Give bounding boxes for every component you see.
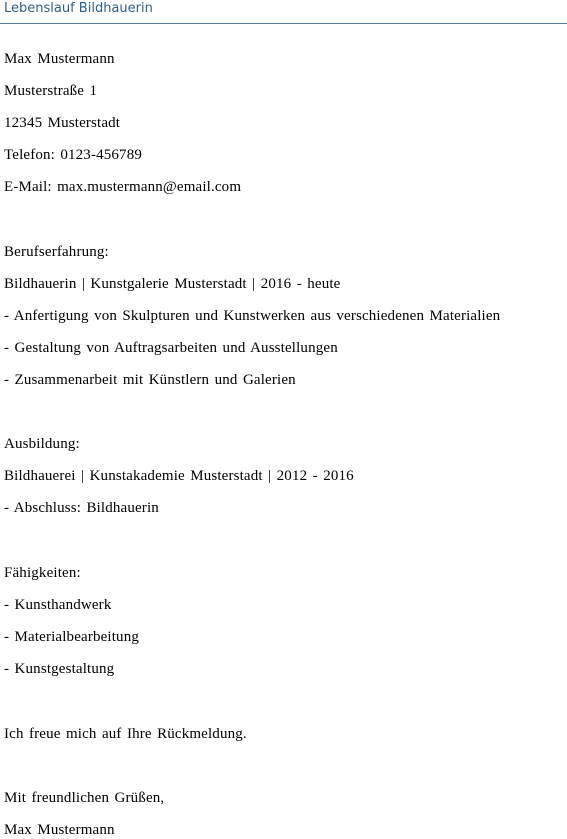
- experience-item: - Gestaltung von Auftragsarbeiten und Ausstellungen: [4, 340, 338, 356]
- education-item: - Abschluss: Bildhauerin: [4, 500, 159, 516]
- document-header: [0, 0, 567, 24]
- closing-greeting: Mit freundlichen Grüßen,: [4, 790, 165, 806]
- education-heading: Ausbildung:: [4, 436, 80, 452]
- contact-city: 12345 Musterstadt: [4, 115, 121, 131]
- skills-item: - Kunsthandwerk: [4, 597, 112, 613]
- contact-street: Musterstraße 1: [4, 83, 98, 99]
- skills-item: - Kunstgestaltung: [4, 661, 115, 677]
- experience-item: - Anfertigung von Skulpturen und Kunstwerken aus verschiedenen Materialien: [4, 308, 501, 324]
- header-title: Lebenslauf Bildhauerin: [4, 1, 153, 16]
- skills-item: - Materialbearbeitung: [4, 629, 140, 645]
- experience-position: Bildhauerin | Kunstgalerie Musterstadt | 2016 - heute: [4, 276, 341, 292]
- contact-email: E-Mail: max.mustermann@email.com: [4, 179, 242, 195]
- closing-signature: Max Mustermann: [4, 822, 115, 838]
- closing-message: Ich freue mich auf Ihre Rückmeldung.: [4, 726, 247, 742]
- contact-name: Max Mustermann: [4, 51, 115, 67]
- experience-item: - Zusammenarbeit mit Künstlern und Galerien: [4, 372, 296, 388]
- education-position: Bildhauerei | Kunstakademie Musterstadt | 2012 - 2016: [4, 468, 354, 484]
- experience-heading: Berufserfahrung:: [4, 244, 109, 260]
- contact-phone: Telefon: 0123-456789: [4, 147, 143, 163]
- skills-heading: Fähigkeiten:: [4, 565, 81, 581]
